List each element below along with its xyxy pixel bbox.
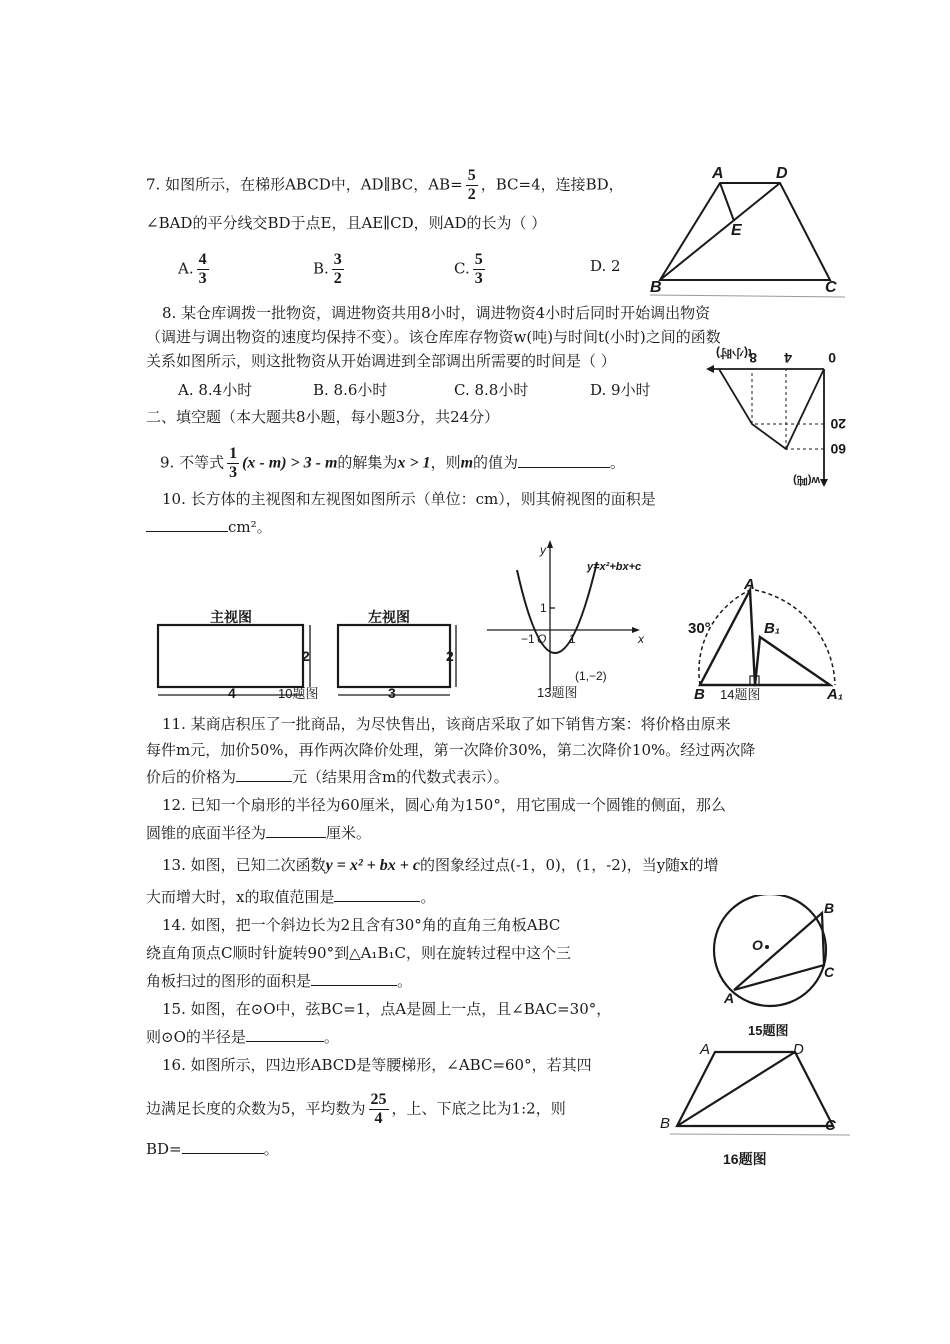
q7-option-c-fraction (473, 252, 485, 287)
q14-rotation-figure (680, 575, 855, 705)
q8-label-t4: 4 (784, 350, 792, 366)
q11-text-pre: 价后的价格为 (146, 768, 237, 786)
q7-option-b (313, 252, 347, 287)
q15-label-a: A (724, 990, 735, 1006)
q14-triangle-a1b1c (755, 637, 830, 685)
q12-text-pre: 圆锥的底面半径为 (146, 824, 267, 842)
q7-option-a-num: 4 (198, 251, 207, 268)
q14-line1: 14. 如图，把一个斜边长为2且含有30°角的直角三角板ABC (162, 916, 561, 934)
q12-answer-blank[interactable] (266, 823, 326, 838)
q9-num: 1 (229, 445, 238, 462)
q7-option-a-den: 3 (198, 270, 207, 287)
q7-option-b-fraction (332, 252, 344, 287)
q8-option-b: B. 8.6小时 (313, 381, 388, 399)
q15-label-b: B (824, 900, 835, 916)
q15-line1: 15. 如图，在⊙O中，弦BC=1，点A是圆上一点，且∠BAC=30°， (162, 1000, 612, 1018)
q13-label-y1: 1 (540, 601, 547, 615)
q15-answer-blank[interactable] (246, 1027, 324, 1042)
q7-line2: ∠BAD的平分线交BD于点E，且AE∥CD，则AD的长为（ ） (146, 214, 547, 232)
q9-text-post: 的值为 (473, 453, 519, 472)
q10-line1: 10. 长方体的主视图和左视图如图所示（单位：cm），则其俯视图的面积是 (162, 490, 656, 508)
q7-text-post: ，BC=4，连接BD， (480, 175, 624, 194)
q13-text-post: 的图象经过点(-1，0)，(1，-2)，当y随x的增 (419, 856, 719, 874)
q7-bd-line (660, 183, 780, 280)
q13-answer-blank[interactable] (334, 887, 420, 902)
q7-trapezoid-figure (640, 165, 850, 300)
q8-label-origin: 0 (828, 350, 836, 366)
q14-label-a1: A₁ (827, 686, 844, 703)
q16-line3 (146, 1138, 279, 1160)
q7-option-c-den: 3 (474, 270, 483, 287)
q7-bottom-rule (650, 295, 845, 297)
q14-triangle-abc (700, 590, 755, 685)
q16-line1: 16. 如图所示，四边形ABCD是等腰梯形，∠ABC=60°，若其四 (162, 1056, 592, 1074)
q10-views-figure (150, 605, 470, 700)
q9-solution: x > 1 (397, 454, 431, 472)
q16-text3-post: 。 (263, 1140, 279, 1158)
q10-left-view-label: 左视图 (368, 609, 410, 625)
q10-caption: 10题图 (278, 686, 319, 700)
q16-line2 (146, 1092, 566, 1127)
q15-label-c: C (824, 964, 835, 980)
q14-caption: 14题图 (720, 687, 761, 702)
q13-label-point: (1,−2) (575, 669, 607, 683)
q7-option-b-num: 3 (333, 251, 342, 268)
q10-dim-2a: 2 (302, 648, 310, 664)
q9-text-end: 。 (610, 453, 626, 472)
q8-function-line (719, 369, 824, 449)
q7-label-b: B (650, 279, 662, 296)
q13-caption: 13题图 (537, 685, 578, 700)
q9-answer-blank[interactable] (518, 453, 610, 468)
q7-ae-line (720, 183, 734, 221)
q10-left-view-rect (338, 625, 450, 687)
q16-bd-line (677, 1052, 795, 1126)
q11-line1: 11. 某商店积压了一批商品，为尽快售出，该商店采取了如下销售方案：将价格由原来 (162, 715, 731, 733)
q16-text-post: ，上、下底之比为1:2，则 (391, 1099, 566, 1118)
q10-unit: cm²。 (228, 518, 272, 536)
q13-label-function: y=x²+bx+c (587, 561, 642, 573)
q7-trapezoid-shape (660, 183, 830, 280)
q7-text-pre: 7. 如图所示，在梯形ABCD中，AD∥BC，AB= (146, 175, 463, 194)
q12-line1: 12. 已知一个扇形的半径为60厘米，圆心角为150°，用它围成一个圆锥的侧面，那么 (162, 796, 726, 814)
q10-main-view-rect (158, 625, 303, 687)
q8-label-w60: 60 (830, 441, 846, 457)
q13-text2-post: 。 (420, 888, 436, 906)
q13-y-arrow-icon (547, 540, 553, 548)
q9-line (160, 446, 625, 481)
q13-text2-pre: 大而增大时，x的取值范围是 (146, 888, 335, 906)
q14-label-b1: B₁ (764, 620, 781, 637)
q13-parabola-figure (485, 540, 655, 700)
q16-trapezoid-figure (655, 1038, 855, 1173)
q7-option-a-label: A. (178, 259, 194, 278)
q8-w-arrow-icon (820, 479, 828, 487)
q16-den: 4 (374, 1110, 383, 1127)
q14-label-angle: 30° (688, 620, 711, 637)
q7-ab-fraction (466, 168, 478, 203)
q7-label-c: C (825, 279, 837, 296)
q15-label-o: O (752, 937, 763, 953)
q16-text-pre: 边满足长度的众数为5，平均数为 (146, 1099, 366, 1118)
q16-label-c: C (825, 1117, 836, 1134)
q9-variable-m: m (460, 454, 474, 472)
q8-graph-figure (690, 345, 865, 490)
q10-dim-2b: 2 (446, 648, 454, 664)
q8-t-arrow-icon (706, 365, 714, 373)
q7-option-a (178, 252, 212, 287)
q13-label-x1: 1 (569, 632, 576, 646)
q9-text-mid2: ，则 (430, 453, 461, 472)
q9-fraction (227, 446, 239, 481)
q13-label-x: x (638, 632, 644, 646)
q16-fraction (369, 1092, 389, 1127)
q16-num: 25 (370, 1091, 387, 1108)
q9-den: 3 (229, 464, 238, 481)
q15-caption: 15题图 (748, 1023, 789, 1038)
q16-trapezoid-shape (677, 1052, 833, 1126)
q16-answer-blank[interactable] (182, 1139, 264, 1154)
q8-label-t-axis: t(小时) (716, 346, 752, 360)
q16-bottom-rule (670, 1134, 850, 1135)
q14-answer-blank[interactable] (311, 971, 397, 986)
q14-label-b: B (694, 686, 705, 703)
q9-text-mid: 的解集为 (337, 453, 398, 472)
q7-option-d: D. 2 (590, 257, 621, 275)
q15-triangle-abc (734, 913, 824, 990)
q11-answer-blank[interactable] (236, 767, 292, 782)
q8-label-t8: 8 (749, 350, 757, 366)
q7-label-a: A (712, 165, 724, 182)
q13-line2 (146, 886, 435, 908)
q8-option-c: C. 8.8小时 (454, 381, 529, 399)
q16-text3-pre: BD= (146, 1140, 182, 1158)
q14-text-post: 。 (397, 972, 413, 990)
q7-option-c (454, 252, 488, 287)
q8-label-w-axis: w(吨) (793, 474, 820, 486)
q13-text-pre: 13. 如图，已知二次函数 (162, 856, 326, 874)
q14-text-pre: 角板扫过的图形的面积是 (146, 972, 312, 990)
q7-ab-den: 2 (467, 186, 476, 203)
q14-label-a: A (744, 576, 755, 593)
q7-option-b-label: B. (313, 259, 329, 278)
q7-option-a-fraction (197, 252, 209, 287)
section-2-heading: 二、填空题（本大题共8小题，每小题3分，共24分） (146, 408, 500, 426)
q13-function: y = x² + bx + c (325, 857, 420, 874)
q11-text-post: 元（结果用含m的代数式表示）。 (292, 768, 509, 786)
q8-line3: 关系如图所示，则这批物资从开始调进到全部调出所需要的时间是（ ） (146, 352, 616, 370)
q8-line1: 8. 某仓库调拨一批物资，调进物资共用8小时，调进物资4小时后同时开始调出物资 (162, 304, 711, 322)
q14-arc-large (755, 590, 835, 685)
q10-answer-blank[interactable] (146, 517, 228, 532)
q11-line2: 每件m元，加价50%，再作两次降价处理，第一次降价30%，第二次降价10%。经过两次降 (146, 741, 756, 759)
q15-text-pre: 则⊙O的半径是 (146, 1028, 246, 1046)
q9-text-pre: 9. 不等式 (160, 453, 225, 472)
q10-dim-3: 3 (388, 685, 396, 700)
q8-option-d: D. 9小时 (590, 381, 651, 399)
q7-label-d: D (776, 165, 788, 182)
q7-option-b-den: 2 (333, 270, 342, 287)
q13-label-origin: O (537, 632, 547, 646)
q16-label-d: D (793, 1041, 804, 1058)
q15-line2 (146, 1026, 339, 1048)
q15-circle-figure (700, 895, 860, 1045)
q14-line2: 绕直角顶点C顺时针旋转90°到△A₁B₁C，则在旋转过程中这个三 (146, 944, 571, 962)
q10-line2 (146, 516, 272, 538)
q7-option-c-label: C. (454, 259, 470, 278)
q12-text-post: 厘米。 (326, 824, 372, 842)
q13-label-neg1: −1 (521, 632, 535, 646)
q10-dim-4: 4 (228, 685, 236, 700)
q13-line1 (162, 854, 719, 877)
q16-caption: 16题图 (723, 1151, 767, 1167)
q9-expression: (x - m) > 3 - m (242, 454, 338, 472)
q15-center-dot (765, 945, 769, 949)
q8-line2: （调进与调出物资的速度均保持不变）。该仓库库存物资w(吨)与时间t(小时)之间的函数 (146, 328, 721, 346)
q12-line2 (146, 822, 371, 844)
q11-line3 (146, 766, 509, 788)
q10-main-view-label: 主视图 (210, 609, 252, 625)
q16-label-b: B (660, 1115, 671, 1132)
q13-label-y: y (540, 543, 546, 557)
q7-line1 (146, 168, 624, 203)
q7-ab-num: 5 (467, 167, 476, 184)
q15-text-post: 。 (323, 1028, 339, 1046)
q7-label-e: E (731, 222, 742, 239)
q8-label-w20: 20 (830, 416, 846, 432)
q16-label-a: A (700, 1041, 711, 1058)
q7-option-c-num: 5 (474, 251, 483, 268)
q8-option-a: A. 8.4小时 (178, 381, 253, 399)
q14-line3 (146, 970, 412, 992)
